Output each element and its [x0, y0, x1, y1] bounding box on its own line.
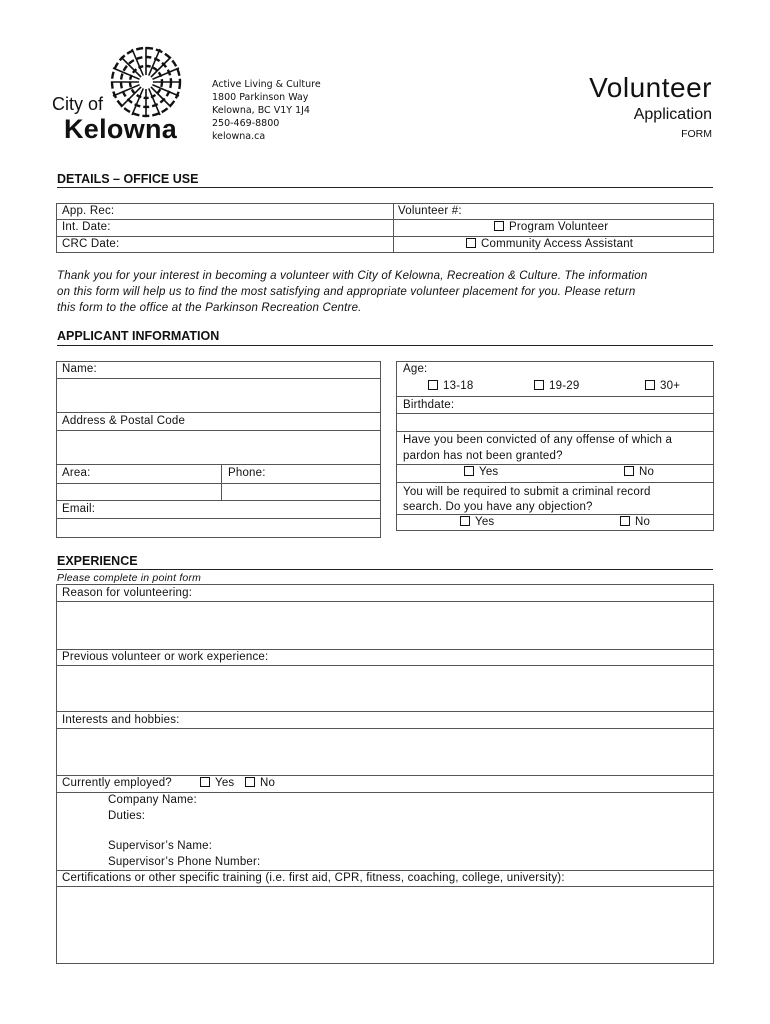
phone-field[interactable] [225, 485, 381, 500]
email-field[interactable] [60, 520, 380, 537]
checkbox-icon[interactable] [494, 221, 504, 231]
city-logo [50, 44, 190, 148]
divider [56, 601, 714, 602]
name-label: Name: [62, 363, 97, 375]
divider [56, 236, 714, 237]
divider [396, 464, 714, 465]
checkbox-icon[interactable] [428, 380, 438, 390]
record-yes-option[interactable] [460, 516, 494, 528]
age-option-13-18[interactable] [428, 380, 473, 392]
divider [396, 431, 714, 432]
address-line: Active Living & Culture [212, 79, 321, 90]
checkbox-icon[interactable] [464, 466, 474, 476]
certifications-field[interactable] [60, 889, 712, 965]
checkbox-icon[interactable] [620, 516, 630, 526]
checkbox-icon[interactable] [200, 777, 210, 787]
divider [396, 396, 714, 397]
divider [56, 728, 714, 729]
address-label: Address & Postal Code [62, 415, 186, 427]
experience-title: EXPERIENCE [57, 554, 138, 568]
yes-label: Yes [215, 777, 235, 789]
divider [56, 219, 714, 220]
email-label: Email: [62, 503, 96, 515]
divider [56, 412, 381, 413]
employed-yes-option[interactable] [200, 777, 234, 789]
divider [396, 514, 714, 515]
intro-line: Thank you for your interest in becoming a volunteer with City of Kelowna, Recreation & Culture. The information [57, 270, 648, 282]
reason-label: Reason for volunteering: [62, 587, 193, 599]
intro-text [57, 268, 717, 316]
intro-line: on this form will help us to find the most satisfying and appropriate volunteer placement for you. Please return [57, 286, 636, 298]
age-option-label: 19-29 [549, 380, 580, 392]
checkbox-icon[interactable] [245, 777, 255, 787]
logo-city-of: City of [52, 94, 104, 114]
no-label: No [639, 466, 655, 478]
divider [56, 500, 381, 501]
form-subtitle: Application [633, 106, 712, 123]
address-line: kelowna.ca [212, 131, 266, 142]
yes-label: Yes [475, 516, 495, 528]
divider [56, 464, 381, 465]
previous-experience-field[interactable] [60, 668, 712, 712]
office-use-title: DETAILS – OFFICE USE [57, 172, 199, 186]
age-option-19-29[interactable] [534, 380, 579, 392]
divider [56, 665, 714, 666]
crc-date-label: CRC Date: [62, 238, 120, 250]
name-field[interactable] [60, 382, 380, 411]
volunteer-number-label: Volunteer #: [398, 205, 462, 217]
employed-label: Currently employed? [62, 777, 172, 789]
company-name-label: Company Name: [108, 794, 197, 806]
address-line: Kelowna, BC V1Y 1J4 [212, 105, 310, 116]
no-label: No [260, 777, 276, 789]
convicted-yes-option[interactable] [464, 466, 498, 478]
supervisor-phone-label: Supervisor’s Phone Number: [108, 856, 261, 868]
address-line: 250-469-8800 [212, 118, 280, 129]
program-volunteer-option[interactable] [494, 221, 608, 233]
intro-line: this form to the office at the Parkinson Recreation Centre. [57, 302, 362, 314]
divider [56, 792, 714, 793]
age-option-label: 30+ [660, 380, 681, 392]
certifications-label: Certifications or other specific training (i.e. first aid, CPR, fitness, coaching, college, university): [62, 872, 565, 884]
divider [56, 483, 381, 484]
area-label: Area: [62, 467, 91, 479]
divider [396, 413, 714, 414]
divider [56, 378, 381, 379]
logo-kelowna: Kelowna [64, 114, 178, 144]
previous-experience-label: Previous volunteer or work experience: [62, 651, 269, 663]
form-title: Volunteer [589, 72, 712, 103]
age-option-30-plus[interactable] [645, 380, 680, 392]
divider [396, 482, 714, 483]
experience-rule [57, 569, 713, 570]
city-logo-mark [108, 44, 184, 120]
address-line: 1800 Parkinson Way [212, 92, 309, 103]
record-no-option[interactable] [620, 516, 650, 528]
employed-no-option[interactable] [245, 777, 275, 789]
office-use-rule [57, 187, 713, 188]
divider [393, 203, 394, 253]
duties-label: Duties: [108, 810, 146, 822]
applicant-rule [57, 345, 713, 346]
form-label: FORM [681, 128, 712, 140]
address-field[interactable] [60, 434, 380, 463]
birthdate-field[interactable] [400, 415, 714, 431]
experience-note: Please complete in point form [57, 572, 202, 584]
int-date-label: Int. Date: [62, 221, 111, 233]
phone-label: Phone: [228, 467, 266, 479]
yes-label: Yes [479, 466, 499, 478]
community-access-label: Community Access Assistant [481, 238, 634, 250]
checkbox-icon[interactable] [466, 238, 476, 248]
birthdate-label: Birthdate: [403, 399, 455, 411]
divider [56, 870, 714, 871]
convicted-question-line2: pardon has not been granted? [403, 450, 563, 462]
age-option-label: 13-18 [443, 380, 474, 392]
record-question-line1: You will be required to submit a criminal record [403, 486, 651, 498]
divider [56, 430, 381, 431]
applicant-title: APPLICANT INFORMATION [57, 329, 220, 343]
app-rec-label: App. Rec: [62, 205, 115, 217]
reason-field[interactable] [60, 604, 712, 650]
convicted-no-option[interactable] [624, 466, 654, 478]
interests-field[interactable] [60, 731, 712, 776]
checkbox-icon[interactable] [645, 380, 655, 390]
convicted-question-line1: Have you been convicted of any offense of which a [403, 434, 673, 446]
interests-label: Interests and hobbies: [62, 714, 180, 726]
area-field[interactable] [60, 485, 222, 500]
no-label: No [635, 516, 651, 528]
address-block [212, 78, 321, 143]
checkbox-icon[interactable] [534, 380, 544, 390]
program-volunteer-label: Program Volunteer [509, 221, 609, 233]
checkbox-icon[interactable] [624, 466, 634, 476]
divider [56, 518, 381, 519]
age-label: Age: [403, 363, 428, 375]
community-access-option[interactable] [466, 238, 633, 250]
checkbox-icon[interactable] [460, 516, 470, 526]
divider [56, 886, 714, 887]
supervisor-name-label: Supervisor’s Name: [108, 840, 213, 852]
record-question-line2: search. Do you have any objection? [403, 501, 593, 513]
